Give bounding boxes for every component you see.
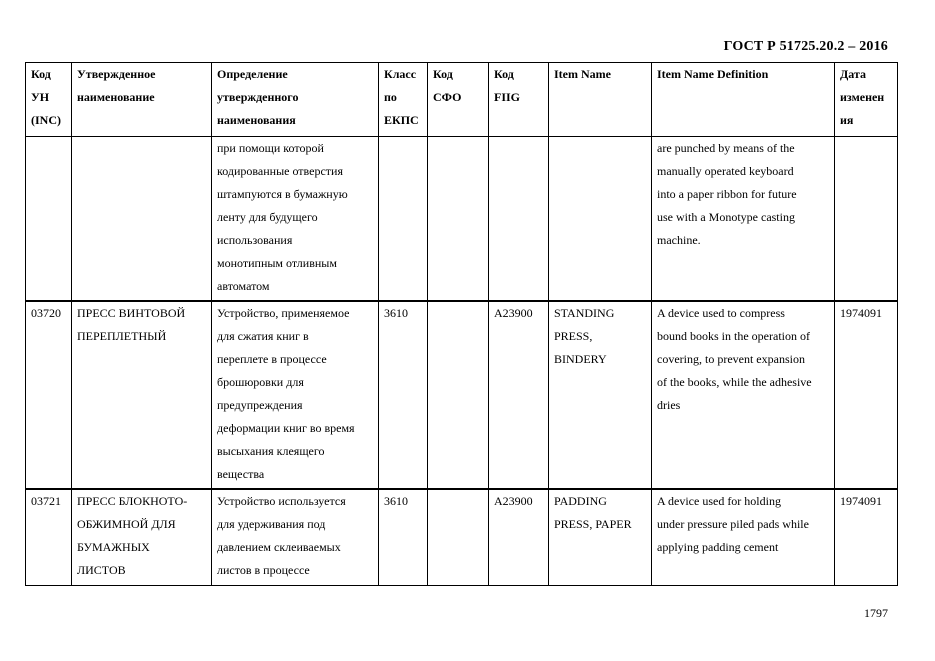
col-header-change-date (835, 63, 898, 137)
cell-text-line: Устройство, применяемое (217, 306, 350, 320)
cell-definition-en (652, 489, 835, 586)
cell-sfo-code (428, 301, 489, 489)
cell-text-line: Утвержденное (77, 67, 156, 81)
table-row-continuation (26, 137, 898, 302)
cell-text-line: БУМАЖНЫХ (77, 540, 150, 554)
col-header-ekps-class (379, 63, 428, 137)
cell-text-line: A device used to compress (657, 306, 785, 320)
cell-text-line: СФО (433, 90, 462, 104)
cell-text-line: листов в процессе (217, 563, 310, 577)
col-header-item-definition (652, 63, 835, 137)
cell-fiig-code: A23900 (489, 301, 549, 489)
cell-text-line: утвержденного (217, 90, 299, 104)
col-header-approved-name (72, 63, 212, 137)
cell-ekps-class: 3610 (379, 301, 428, 489)
cell-text-line: ЛИСТОВ (77, 563, 126, 577)
cell-inc: 03721 (26, 489, 72, 586)
cell-inc: 03720 (26, 301, 72, 489)
cell-text-line: PRESS, (554, 329, 593, 343)
cell-text-line: ия (840, 113, 854, 127)
cell-text-line: PRESS, PAPER (554, 517, 632, 531)
cell-text-line: PADDING (554, 494, 607, 508)
cell-text-line: of the books, while the adhesive (657, 375, 812, 389)
page-number: 1797 (864, 606, 888, 620)
cell-text-line: are punched by means of the (657, 141, 795, 155)
cell-text-line: ленту для будущего (217, 210, 318, 224)
cell-text-line: давлением склеиваемых (217, 540, 341, 554)
cell-text-line: A device used for holding (657, 494, 781, 508)
cell-text-line: covering, to prevent expansion (657, 352, 805, 366)
cell-text-line: изменен (840, 90, 885, 104)
cell-definition-ru (212, 137, 379, 302)
cell-text-line: Item Name (554, 67, 611, 81)
cell-empty (549, 137, 652, 302)
cell-text-line: переплете в процессе (217, 352, 327, 366)
cell-definition-en (652, 137, 835, 302)
cell-empty (835, 137, 898, 302)
cell-text-line: manually operated keyboard (657, 164, 794, 178)
cell-empty (489, 137, 549, 302)
cell-text-line: брошюровки для (217, 375, 304, 389)
cell-text-line: ПРЕСС БЛОКНОТО- (77, 494, 188, 508)
cell-text-line: dries (657, 398, 681, 412)
cell-text-line: Код (31, 67, 51, 81)
cell-text-line: высыхания клеящего (217, 444, 325, 458)
col-header-definition-ru (212, 63, 379, 137)
cell-text-line: Item Name Definition (657, 67, 769, 81)
standard-header: ГОСТ Р 51725.20.2 – 2016 (723, 39, 888, 54)
cell-text-line: under pressure piled pads while (657, 517, 809, 531)
cell-change-date: 1974091 (835, 489, 898, 586)
cell-text-line: ЕКПС (384, 113, 419, 127)
cell-text-line: STANDING (554, 306, 615, 320)
cell-empty (379, 137, 428, 302)
cell-definition-ru (212, 301, 379, 489)
table-header-row (26, 63, 898, 137)
cell-text-line: по (384, 90, 397, 104)
cell-text-line: BINDERY (554, 352, 607, 366)
cell-text-line: ОБЖИМНОЙ ДЛЯ (77, 517, 176, 531)
cell-change-date: 1974091 (835, 301, 898, 489)
cell-text-line: ПРЕСС ВИНТОВОЙ (77, 306, 186, 320)
cell-text-line: Код (494, 67, 514, 81)
cell-approved-name (72, 489, 212, 586)
cell-text-line: Класс (384, 67, 417, 81)
cell-ekps-class: 3610 (379, 489, 428, 586)
cell-text-line: FIIG (494, 90, 521, 104)
cell-empty (72, 137, 212, 302)
cell-empty (428, 137, 489, 302)
cell-text-line: ПЕРЕПЛЕТНЫЙ (77, 329, 167, 343)
cell-text-line: Определение (217, 67, 288, 81)
cell-text-line: предупреждения (217, 398, 303, 412)
col-header-inc (26, 63, 72, 137)
cell-definition-ru (212, 489, 379, 586)
cell-text-line: applying padding cement (657, 540, 779, 554)
cell-text-line: использования (217, 233, 293, 247)
cell-text-line: use with a Monotype casting (657, 210, 795, 224)
cell-empty (26, 137, 72, 302)
cell-approved-name (72, 301, 212, 489)
cell-text-line: штампуются в бумажную (217, 187, 348, 201)
cell-text-line: Устройство используется (217, 494, 346, 508)
cell-text-line: (INC) (31, 113, 61, 127)
cell-text-line: для сжатия книг в (217, 329, 309, 343)
cell-text-line: вещества (217, 467, 265, 481)
cell-text-line: machine. (657, 233, 701, 247)
cell-definition-en (652, 301, 835, 489)
cell-text-line: деформации книг во время (217, 421, 355, 435)
cell-text-line: наименование (77, 90, 155, 104)
cell-text-line: при помощи которой (217, 141, 324, 155)
cell-sfo-code (428, 489, 489, 586)
cell-text-line: Дата (840, 67, 866, 81)
cell-text-line: bound books in the operation of (657, 329, 810, 343)
cell-text-line: into a paper ribbon for future (657, 187, 797, 201)
item-names-table (25, 62, 898, 586)
cell-fiig-code: A23900 (489, 489, 549, 586)
cell-text-line: для удерживания под (217, 517, 326, 531)
cell-item-name (549, 301, 652, 489)
table-row (26, 489, 898, 586)
cell-text-line: наименования (217, 113, 296, 127)
cell-text-line: кодированные отверстия (217, 164, 343, 178)
cell-text-line: Код (433, 67, 453, 81)
cell-item-name (549, 489, 652, 586)
col-header-item-name (549, 63, 652, 137)
cell-text-line: автоматом (217, 279, 270, 293)
cell-text-line: УН (31, 90, 50, 104)
col-header-sfo-code (428, 63, 489, 137)
table-row (26, 301, 898, 489)
col-header-fiig-code (489, 63, 549, 137)
cell-text-line: монотипным отливным (217, 256, 337, 270)
